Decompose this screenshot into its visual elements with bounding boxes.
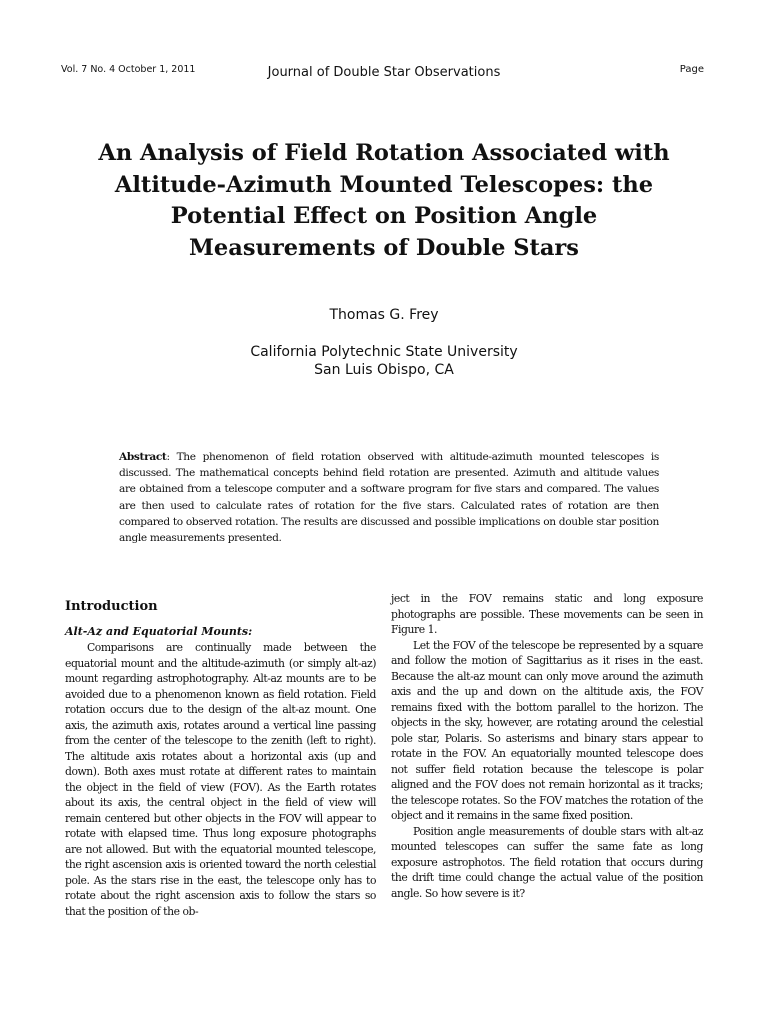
body-paragraph: Comparisons are continually made between the equatorial mount and the altitude-azimuth (or simply alt-az) mount regarding astrophotography. Alt-az mounts are to be avoided due to a phenomenon known as field rotation. Field rotation occurs due to the design of the alt-az mount. One axis, the azimuth axis, rotates around a vertical line passing from the center of the telescope to the zenith (left to right). The altitude axis rotates about a horizontal axis (up and down). Both axes must rotate at different rates to maintain the object in the field of view (FOV). As the Earth rotates about its axis, the central object in the field of view will remain centered but other objects in the FOV will appear to rotate with elapsed time. Thus long exposure photographs are not allowed. But with the equatorial mounted telescope, the right ascension axis is oriented toward the north celestial pole. As the stars rise in the east, the telescope only has to rotate about the right ascension axis to follow the stars so that the position of the ob-	[65, 641, 376, 918]
title-line: Altitude-Azimuth Mounted Telescopes: the	[114, 171, 654, 198]
volume-issue-date: Vol. 7 No. 4 October 1, 2011	[61, 64, 196, 75]
title-line: An Analysis of Field Rotation Associated with	[98, 140, 670, 166]
left-column	[65, 596, 376, 919]
abstract-text: : The phenomenon of field rotation observed with altitude-azimuth mounted telescopes is discussed. The mathematical concepts behind field rotation are presented. Azimuth and altitude values are obtained from a telescope computer and a software program for five stars and compared. The values are then used to calculate rates of rotation for the five stars. Calculated rates of rotation are then compared to observed rotation. The results are discussed and possible implications on double star position angle measurements presented.	[119, 451, 659, 545]
abstract	[119, 449, 659, 546]
journal-name: Journal of Double Star Observations	[267, 65, 501, 80]
affiliation-location: San Luis Obispo, CA	[314, 362, 454, 378]
affiliation	[0, 343, 768, 379]
subsection-heading: Alt-Az and Equatorial Mounts:	[65, 624, 253, 638]
paper-title	[60, 138, 708, 264]
author-name: Thomas G. Frey	[329, 307, 439, 323]
section-heading-introduction: Introduction	[65, 599, 158, 614]
affiliation-institution: California Polytechnic State University	[250, 344, 518, 360]
title-line: Potential Effect on Position Angle	[170, 203, 598, 229]
title-line: Measurements of Double Stars	[189, 234, 579, 261]
body-paragraph-continuation: ject in the FOV remains static and long exposure photographs are possible. These movements can be seen in Figure 1.	[391, 592, 703, 636]
right-column	[391, 591, 703, 901]
abstract-label: Abstract	[119, 451, 167, 463]
body-paragraph: Position angle measurements of double stars with alt-az mounted telescopes can suffer the same fate as long exposure astrophotos. The field rotation that occurs during the drift time could change the actual value of the position angle. So how severe is it?	[391, 824, 703, 900]
body-paragraph: Let the FOV of the telescope be represented by a square and follow the motion of Sagittarius as it rises in the east. Because the alt-az mount can only move around the azimuth axis and the up and down on the altitude axis, the FOV remains fixed with the bottom parallel to the horizon. The objects in the sky, however, are rotating around the celestial pole star, Polaris. So asterisms and binary stars appear to rotate in the FOV. An equatorially mounted telescope does not suffer field rotation because the telescope is polar aligned and the FOV does not remain horizontal as it tracks; the telescope rotates. So the FOV matches the rotation of the object and it remains in the same fixed position.	[391, 638, 703, 822]
page-label: Page	[679, 64, 704, 75]
